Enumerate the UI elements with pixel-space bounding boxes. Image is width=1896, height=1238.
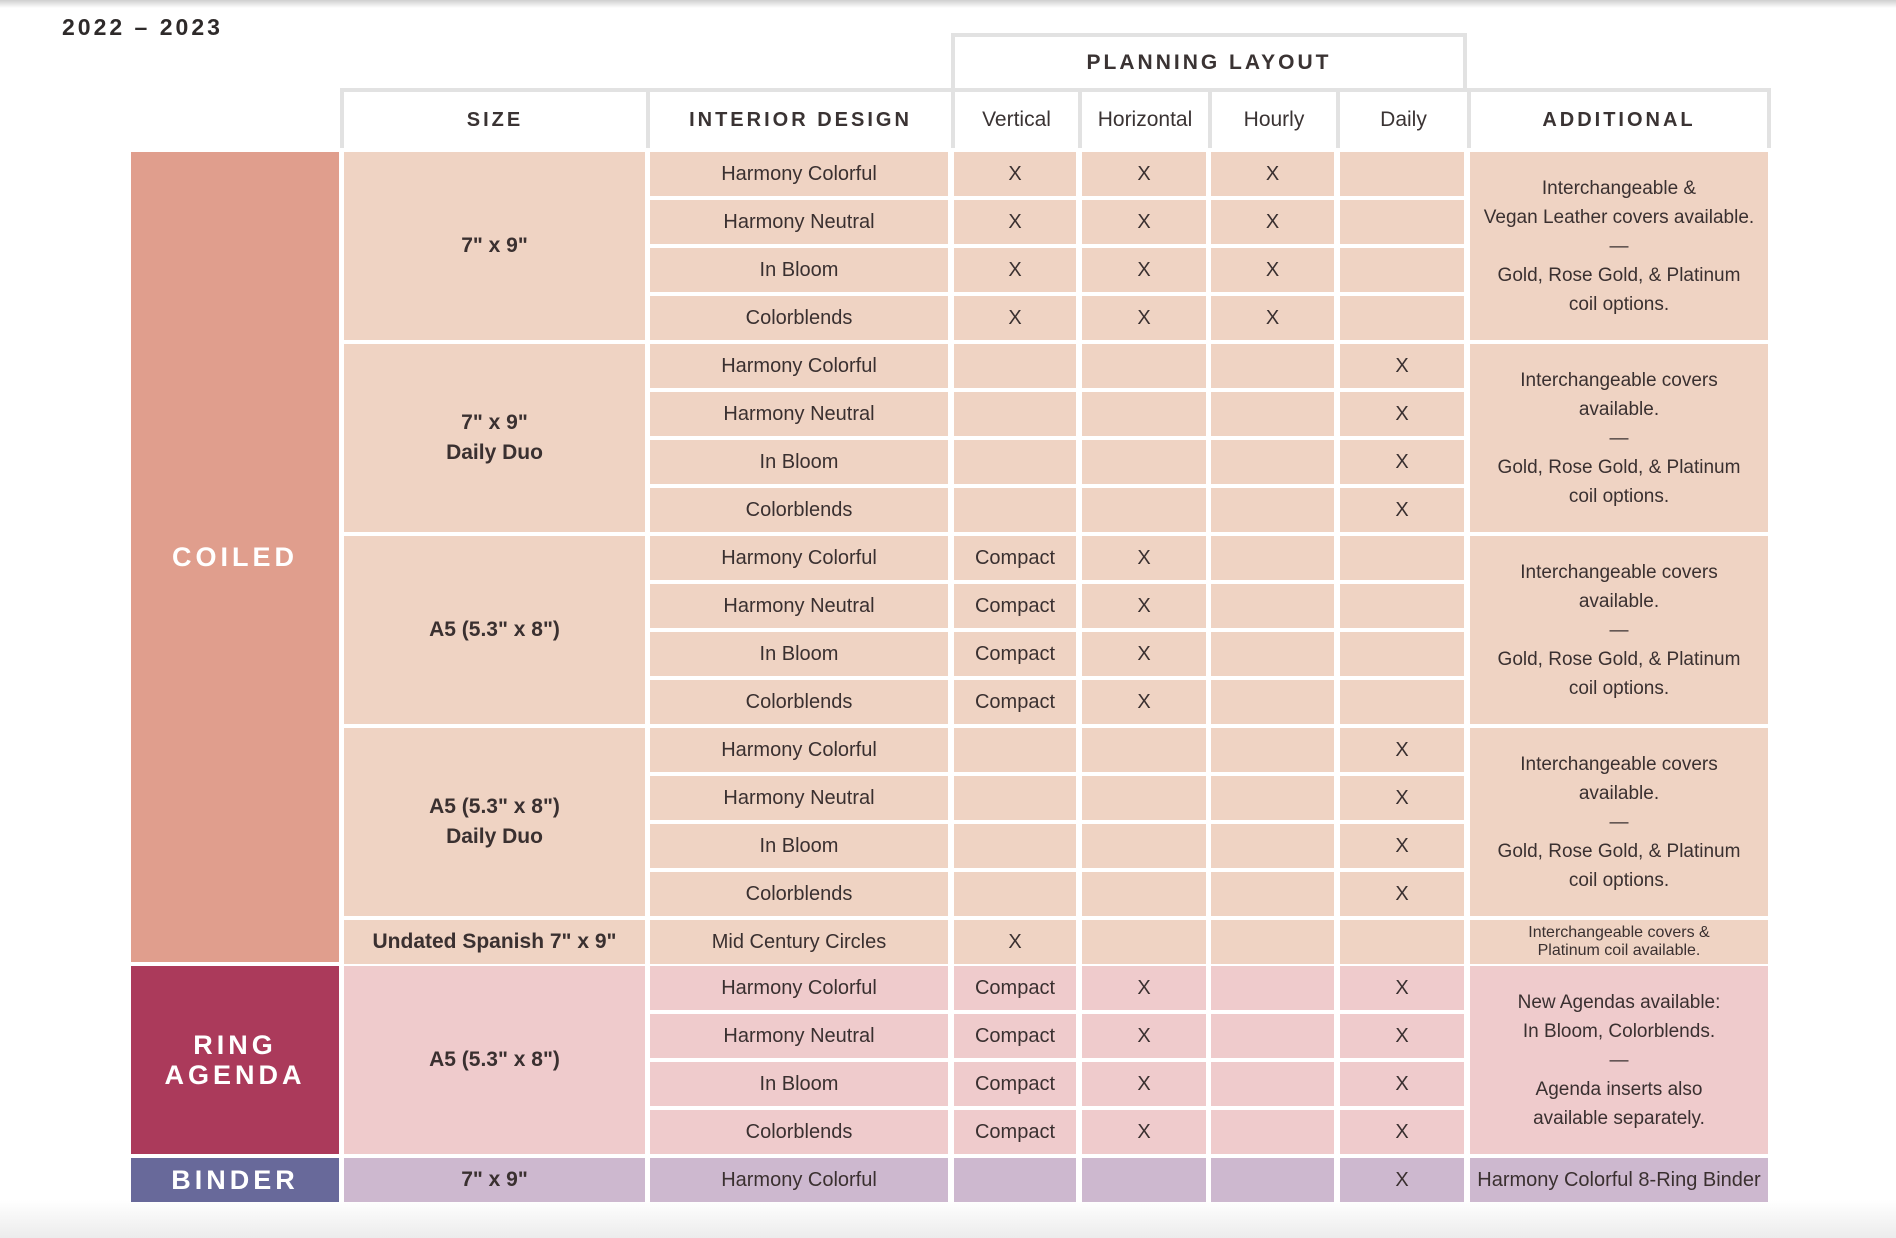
horizontal-cell: [1082, 920, 1206, 964]
vertical-cell: X: [954, 296, 1076, 340]
hourly-cell: [1211, 776, 1334, 820]
daily-cell: X: [1340, 344, 1464, 388]
vertical-cell: X: [954, 200, 1076, 244]
horizontal-cell: X: [1082, 584, 1206, 628]
hourly-cell: [1211, 824, 1334, 868]
design-cell: Harmony Colorful: [650, 344, 948, 388]
design-cell: Harmony Neutral: [650, 584, 948, 628]
additional-cell: Interchangeable covers available. — Gold, Rose Gold, & Platinum coil options.: [1470, 536, 1768, 724]
hourly-cell: [1211, 1158, 1334, 1202]
group-label-coiled: COILED: [131, 152, 339, 962]
daily-cell: [1340, 296, 1464, 340]
size-cell: 7" x 9": [344, 1158, 645, 1202]
hourly-cell: [1211, 1014, 1334, 1058]
daily-cell: [1340, 152, 1464, 196]
daily-cell: [1340, 920, 1464, 964]
daily-cell: X: [1340, 966, 1464, 1010]
vertical-cell: Compact: [954, 584, 1076, 628]
size-cell: 7" x 9": [344, 152, 645, 340]
horizontal-header: Horizontal: [1078, 88, 1208, 148]
year-range: 2022 – 2023: [62, 14, 223, 40]
design-cell: Harmony Neutral: [650, 200, 948, 244]
hourly-cell: [1211, 536, 1334, 580]
vertical-cell: [954, 392, 1076, 436]
horizontal-cell: [1082, 392, 1206, 436]
horizontal-cell: X: [1082, 200, 1206, 244]
design-cell: In Bloom: [650, 632, 948, 676]
group-label-ring-agenda: RING AGENDA: [131, 966, 339, 1154]
daily-cell: X: [1340, 776, 1464, 820]
design-cell: In Bloom: [650, 440, 948, 484]
vertical-cell: [954, 344, 1076, 388]
horizontal-cell: X: [1082, 296, 1206, 340]
daily-cell: [1340, 248, 1464, 292]
top-shade: [0, 0, 1896, 8]
design-cell: In Bloom: [650, 824, 948, 868]
size-cell: A5 (5.3" x 8"): [344, 966, 645, 1154]
horizontal-cell: X: [1082, 1110, 1206, 1154]
horizontal-cell: X: [1082, 1014, 1206, 1058]
design-cell: Harmony Neutral: [650, 776, 948, 820]
design-cell: Harmony Colorful: [650, 966, 948, 1010]
daily-cell: [1340, 680, 1464, 724]
horizontal-cell: X: [1082, 680, 1206, 724]
vertical-cell: Compact: [954, 536, 1076, 580]
daily-header: Daily: [1336, 88, 1467, 148]
vertical-cell: X: [954, 152, 1076, 196]
vertical-cell: [954, 728, 1076, 772]
hourly-cell: [1211, 584, 1334, 628]
planning-layout-header: PLANNING LAYOUT: [951, 33, 1467, 89]
daily-cell: X: [1340, 1158, 1464, 1202]
hourly-cell: [1211, 392, 1334, 436]
hourly-cell: [1211, 1110, 1334, 1154]
hourly-cell: [1211, 680, 1334, 724]
vertical-cell: [954, 776, 1076, 820]
hourly-cell: [1211, 344, 1334, 388]
size-cell: 7" x 9" Daily Duo: [344, 344, 645, 532]
horizontal-cell: X: [1082, 536, 1206, 580]
hourly-cell: [1211, 440, 1334, 484]
hourly-cell: [1211, 920, 1334, 964]
vertical-cell: Compact: [954, 1062, 1076, 1106]
vertical-cell: Compact: [954, 1110, 1076, 1154]
additional-cell: Interchangeable covers available. — Gold, Rose Gold, & Platinum coil options.: [1470, 344, 1768, 532]
group-label-binder: BINDER: [131, 1158, 339, 1202]
additional-header: ADDITIONAL: [1467, 88, 1771, 148]
vertical-cell: [954, 872, 1076, 916]
daily-cell: X: [1340, 440, 1464, 484]
horizontal-cell: [1082, 344, 1206, 388]
additional-cell: Interchangeable covers available. — Gold, Rose Gold, & Platinum coil options.: [1470, 728, 1768, 916]
bottom-shade: [0, 1200, 1896, 1238]
daily-cell: [1340, 200, 1464, 244]
size-cell: A5 (5.3" x 8") Daily Duo: [344, 728, 645, 916]
horizontal-cell: X: [1082, 152, 1206, 196]
design-cell: Harmony Neutral: [650, 1014, 948, 1058]
horizontal-cell: [1082, 776, 1206, 820]
horizontal-cell: [1082, 872, 1206, 916]
hourly-cell: X: [1211, 200, 1334, 244]
design-cell: Harmony Colorful: [650, 536, 948, 580]
hourly-cell: X: [1211, 152, 1334, 196]
hourly-cell: [1211, 1062, 1334, 1106]
daily-cell: [1340, 536, 1464, 580]
design-cell: Colorblends: [650, 296, 948, 340]
additional-cell: New Agendas available: In Bloom, Colorblends. — Agenda inserts also available separately.: [1470, 966, 1768, 1154]
horizontal-cell: [1082, 1158, 1206, 1202]
horizontal-cell: X: [1082, 966, 1206, 1010]
design-cell: Colorblends: [650, 872, 948, 916]
design-cell: Harmony Colorful: [650, 1158, 948, 1202]
horizontal-cell: X: [1082, 632, 1206, 676]
vertical-cell: Compact: [954, 1014, 1076, 1058]
additional-cell: Harmony Colorful 8-Ring Binder: [1470, 1158, 1768, 1202]
horizontal-cell: [1082, 488, 1206, 532]
vertical-cell: [954, 1158, 1076, 1202]
horizontal-cell: [1082, 728, 1206, 772]
daily-cell: X: [1340, 392, 1464, 436]
horizontal-cell: X: [1082, 248, 1206, 292]
design-cell: Harmony Neutral: [650, 392, 948, 436]
interior-design-header: INTERIOR DESIGN: [646, 88, 951, 148]
hourly-cell: [1211, 728, 1334, 772]
hourly-cell: X: [1211, 248, 1334, 292]
hourly-cell: [1211, 488, 1334, 532]
hourly-cell: [1211, 966, 1334, 1010]
size-header: SIZE: [340, 88, 646, 148]
daily-cell: X: [1340, 872, 1464, 916]
hourly-cell: [1211, 632, 1334, 676]
daily-cell: X: [1340, 1110, 1464, 1154]
design-cell: Harmony Colorful: [650, 152, 948, 196]
additional-cell: Interchangeable & Vegan Leather covers available. — Gold, Rose Gold, & Platinum coil options.: [1470, 152, 1768, 340]
daily-cell: X: [1340, 728, 1464, 772]
hourly-cell: X: [1211, 296, 1334, 340]
daily-cell: X: [1340, 488, 1464, 532]
size-cell: Undated Spanish 7" x 9": [344, 920, 645, 964]
vertical-cell: Compact: [954, 966, 1076, 1010]
hourly-cell: [1211, 872, 1334, 916]
daily-cell: [1340, 632, 1464, 676]
vertical-cell: [954, 440, 1076, 484]
design-cell: In Bloom: [650, 248, 948, 292]
design-cell: Harmony Colorful: [650, 728, 948, 772]
vertical-cell: X: [954, 920, 1076, 964]
vertical-header: Vertical: [951, 88, 1078, 148]
design-cell: In Bloom: [650, 1062, 948, 1106]
vertical-cell: [954, 488, 1076, 532]
horizontal-cell: [1082, 440, 1206, 484]
design-cell: Colorblends: [650, 488, 948, 532]
horizontal-cell: X: [1082, 1062, 1206, 1106]
daily-cell: X: [1340, 824, 1464, 868]
size-cell: A5 (5.3" x 8"): [344, 536, 645, 724]
vertical-cell: [954, 824, 1076, 868]
additional-cell: Interchangeable covers & Platinum coil available.: [1470, 920, 1768, 964]
vertical-cell: Compact: [954, 680, 1076, 724]
vertical-cell: Compact: [954, 632, 1076, 676]
design-cell: Colorblends: [650, 1110, 948, 1154]
daily-cell: [1340, 584, 1464, 628]
design-cell: Colorblends: [650, 680, 948, 724]
vertical-cell: X: [954, 248, 1076, 292]
daily-cell: X: [1340, 1062, 1464, 1106]
hourly-header: Hourly: [1208, 88, 1336, 148]
design-cell: Mid Century Circles: [650, 920, 948, 964]
daily-cell: X: [1340, 1014, 1464, 1058]
horizontal-cell: [1082, 824, 1206, 868]
